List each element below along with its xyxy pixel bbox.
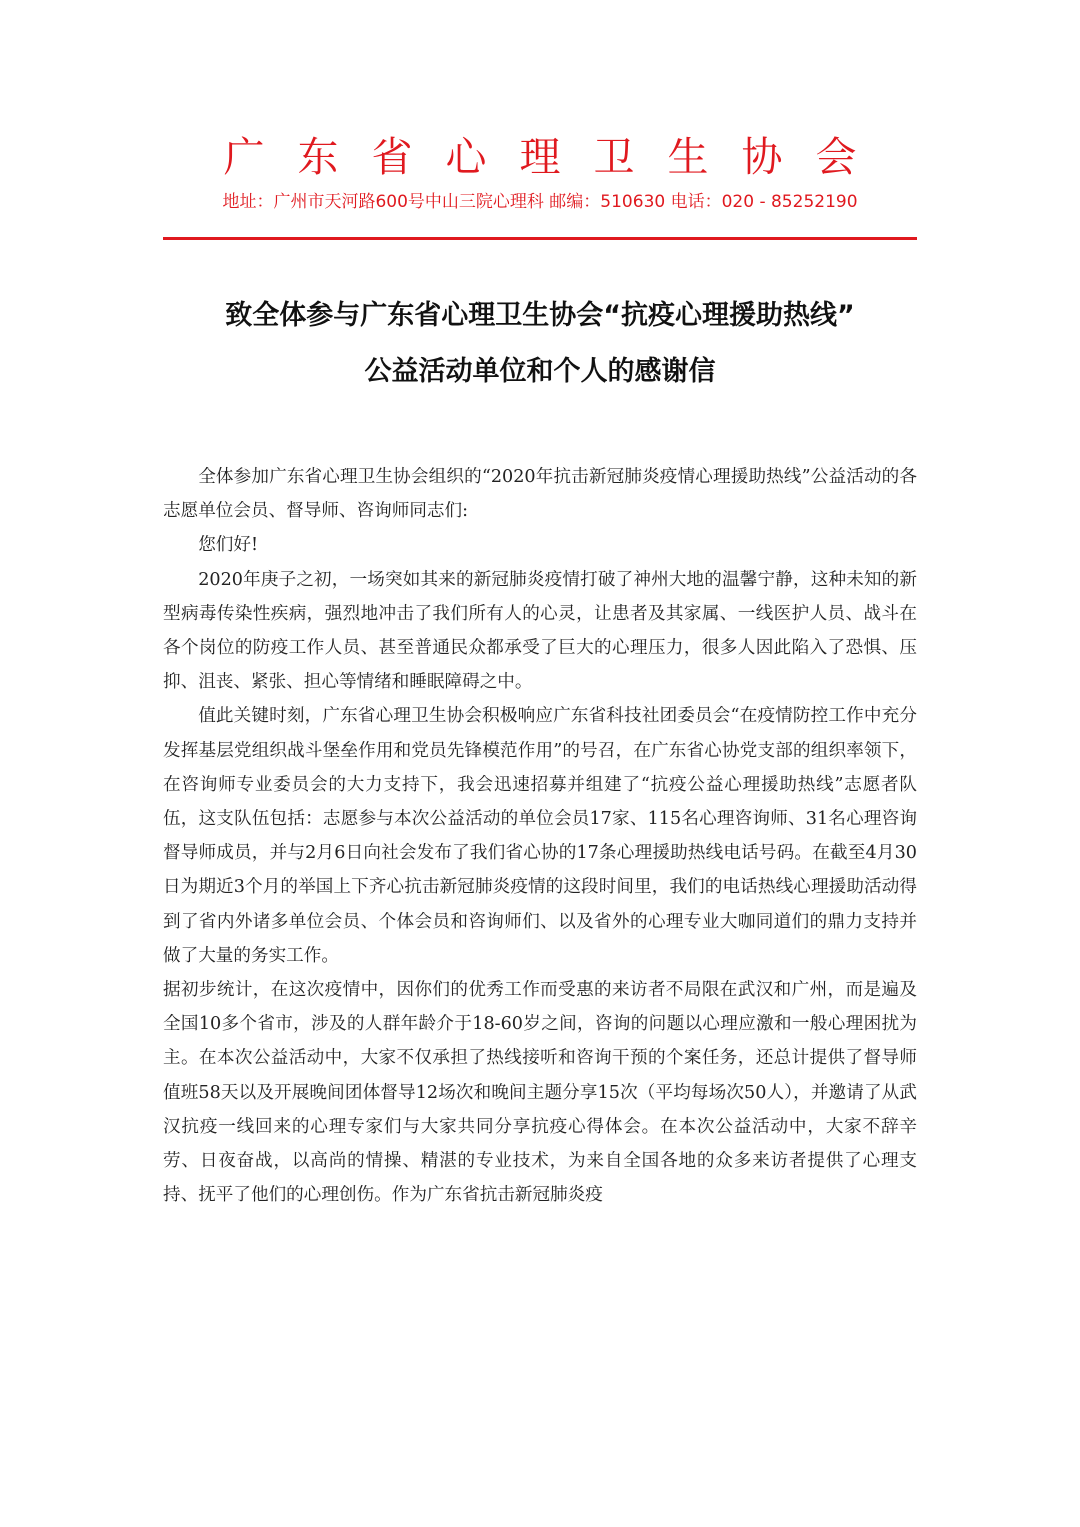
response-paragraph: 值此关键时刻，广东省心理卫生协会积极响应广东省科技社团委员会“在疫情防控工作中充分发挥基层党组织战斗堡垒作用和党员先锋模范作用”的号召，在广东省心协党支部的组织率领下，在咨询师专业委员会的大力支持下，我会迅速招募并组建了“抗疫公益心理援助热线”志愿者队伍，这支队伍包括：志愿参与本次公益活动的单位会员17家、115名心理咨询师、31名心理咨询督导师成员，并与2月6日向社会发布了我们省心协的17条心理援助热线电话号码。在截至4月30日为期近3个月的举国上下齐心抗击新冠肺炎疫情的这段时间里，我们的电话热线心理援助活动得到了省内外诸多单位会员、个体会员和咨询师们、以及省外的心理专业大咖同道们的鼎力支持并做了大量的务实工作。 [163, 706, 917, 966]
background-paragraph: 2020年庚子之初，一场突如其来的新冠肺炎疫情打破了神州大地的温馨宁静，这种未知的新型病毒传染性疾病，强烈地冲击了我们所有人的心灵，让患者及其家属、一线医护人员、战斗在各个岗位的防疫工作人员、甚至普通民众都承受了巨大的心理压力，很多人因此陷入了恐惧、压抑、沮丧、紧张、担心等情绪和睡眠障碍之中。 [163, 569, 917, 693]
letter-title-line-1: 致全体参与广东省心理卫生协会“抗疫心理援助热线” [225, 300, 855, 331]
salutation-paragraph: 全体参加广东省心理卫生协会组织的“2020年抗击新冠肺炎疫情心理援助热线”公益活动的各志愿单位会员、督导师、咨询师同志们: [163, 467, 917, 522]
letterhead-address: 地址：广州市天河路600号中山三院心理科 邮编：510630 电话：020 - 85252190 [222, 192, 858, 212]
letterhead-divider [163, 237, 917, 240]
letter-body [163, 460, 917, 1212]
greeting-paragraph: 您们好! [198, 535, 259, 556]
letterhead-org-name: 广东省心理卫生协会 [223, 133, 890, 181]
letter-title-line-2: 公益活动单位和个人的感谢信 [364, 356, 716, 387]
statistics-paragraph: 据初步统计，在这次疫情中，因你们的优秀工作而受惠的来访者不局限在武汉和广州，而是遍及全国10多个省市，涉及的人群年龄介于18-60岁之间，咨询的问题以心理应激和一般心理困扰为主。在本次公益活动中，大家不仅承担了热线接听和咨询干预的个案任务，还总计提供了督导师值班58天以及开展晚间团体督导12场次和晚间主题分享15次（平均每场次50人），并邀请了从武汉抗疫一线回来的心理专家们与大家共同分享抗疫心得体会。在本次公益活动中，大家不辞辛劳、日夜奋战，以高尚的情操、精湛的专业技术，为来自全国各地的众多来访者提供了心理支持、抚平了他们的心理创伤。作为广东省抗击新冠肺炎疫 [163, 980, 917, 1206]
